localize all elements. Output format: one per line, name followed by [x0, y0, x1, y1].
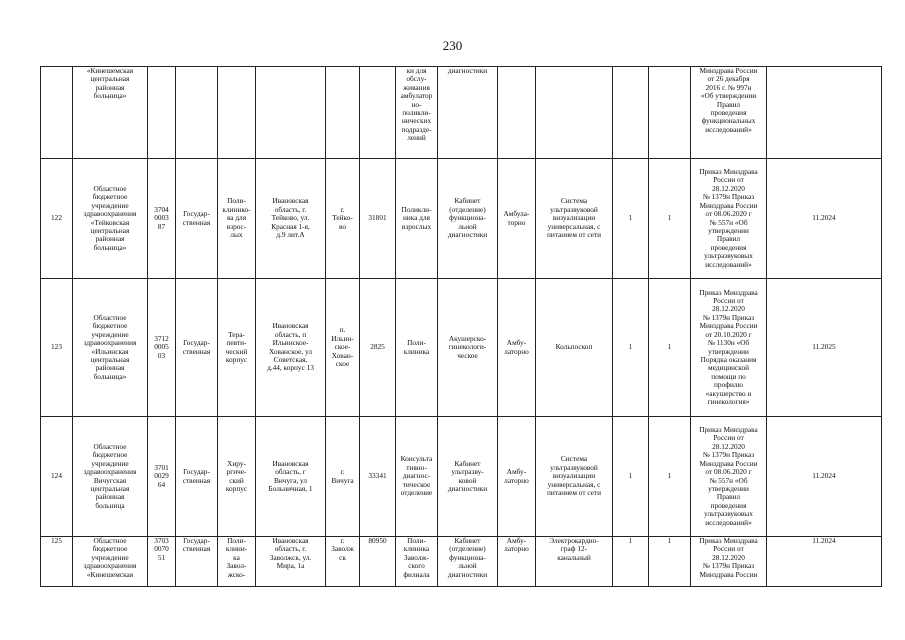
table-cell-qty2	[649, 537, 691, 587]
table-cell-department	[438, 417, 498, 537]
table-row	[41, 417, 882, 537]
cell-text-oktmo: 33341	[368, 471, 387, 481]
cell-text-unit: Консульта тивно- диагнос- тическое отделение	[400, 454, 433, 498]
cell-text-qty2: 1	[667, 536, 672, 545]
cell-text-basis: Приказ Минздрава России от 28.12.2020 № 1379н Приказ Минздрава России от 08.06.2020 г № 557н «Об утверждении Правил проведения ультразвуковых исследований»	[699, 425, 758, 527]
table-cell-qty2	[649, 417, 691, 537]
cell-text-care: Амбу- латорно	[504, 338, 529, 356]
table-cell-building	[218, 417, 256, 537]
table-cell-qty2	[649, 159, 691, 279]
cell-text-building: Хиру- ргиче- ский корпус	[225, 458, 248, 493]
table-cell-equipment	[536, 417, 613, 537]
table-cell-ownership	[176, 537, 218, 587]
table-cell-date	[767, 417, 882, 537]
table-cell-oktmo	[360, 537, 396, 587]
table-cell-equipment	[536, 159, 613, 279]
cell-text-locality: г. Тейко- во	[332, 204, 353, 231]
table-cell-unit	[396, 537, 438, 587]
table-cell-org	[73, 279, 148, 417]
cell-text-department: Кабинет (отделение) функциона- льной диагностики	[447, 536, 488, 579]
cell-text-ownership: Государ- ственная	[182, 338, 211, 356]
table-cell-oktmo	[360, 279, 396, 417]
table-cell-building	[218, 279, 256, 417]
table-cell-date	[767, 159, 882, 279]
table-cell-qty1	[613, 159, 649, 279]
cell-text-num: 122	[51, 213, 62, 223]
table-cell-care	[498, 537, 536, 587]
table-cell-qty1	[613, 279, 649, 417]
table-cell-unit	[396, 159, 438, 279]
cell-text-address: Ивановская область, г. Заволжск, ул. Мира, 1а	[269, 536, 312, 571]
cell-text-locality: г. Вичуга	[331, 467, 354, 485]
cell-text-ownership: Государ- ственная	[182, 467, 211, 485]
table-cell-basis	[691, 67, 767, 159]
cell-text-qty1: 1	[628, 471, 633, 481]
table-cell-num	[41, 417, 73, 537]
table-cell-basis	[691, 159, 767, 279]
table-cell-building	[218, 537, 256, 587]
cell-text-department: Кабинет ультразву- ковой диагностики	[447, 458, 488, 493]
cell-text-org: «Кинешемская центральная районная больница»	[86, 66, 134, 101]
cell-text-org: Областное бюджетное учреждение здравоохранения «Тейковская центральная районная больница»	[83, 183, 137, 252]
table-cell-oktmo	[360, 417, 396, 537]
table-cell-num	[41, 537, 73, 587]
cell-text-equipment: Система ультразвуковой визуализации универсальная, с питанием от сети	[546, 196, 602, 240]
cell-text-date: 11.2024	[812, 536, 836, 545]
table-cell-org	[73, 537, 148, 587]
table-cell-locality	[326, 537, 360, 587]
cell-text-oktmo: 80950	[368, 536, 387, 545]
table-cell-care	[498, 417, 536, 537]
cell-text-date: 11.2024	[812, 213, 836, 223]
table-cell-qty1	[613, 67, 649, 159]
cell-text-num: 125	[51, 536, 62, 545]
table-cell-locality	[326, 159, 360, 279]
table-cell-ownership	[176, 279, 218, 417]
cell-text-equipment: Система ультразвуковой визуализации универсальная, с питанием от сети	[546, 454, 602, 498]
table-cell-ownership	[176, 417, 218, 537]
table-cell-org	[73, 159, 148, 279]
cell-text-basis: Приказ Минздрава России от 28.12.2020 № 1379н Приказ Минздрава России от 20.10.2020 г № 1130н «Об утверждении Порядка оказания медицинской помощи по профилю «акушерство и гинекология»	[699, 287, 758, 406]
table-cell-code	[148, 67, 176, 159]
cell-text-code: 3701 0029 64	[154, 462, 169, 489]
table-cell-department	[438, 537, 498, 587]
cell-text-address: Ивановская область, п Ильинское- Хованское, ул Советская, д.44, корпус 13	[267, 321, 314, 373]
table-cell-care	[498, 279, 536, 417]
table-row	[41, 279, 882, 417]
table-cell-unit	[396, 417, 438, 537]
table-cell-address	[256, 159, 326, 279]
table-cell-unit	[396, 279, 438, 417]
table-cell-num	[41, 159, 73, 279]
cell-text-unit: Поли- клиника Заволж- ского филиала	[403, 536, 430, 579]
table-cell-address	[256, 537, 326, 587]
cell-text-org: Областное бюджетное учреждение здравоохранения Вичугская центральная районная больница	[83, 441, 137, 510]
cell-text-qty1: 1	[628, 536, 633, 545]
table-cell-locality	[326, 67, 360, 159]
table-cell-equipment	[536, 537, 613, 587]
cell-text-basis: Приказ Минздрава России от 28.12.2020 № 1379н Приказ Минздрава России	[699, 536, 758, 579]
table-cell-locality	[326, 417, 360, 537]
table-row	[41, 537, 882, 587]
cell-text-code: 3703 0070 51	[154, 536, 169, 562]
cell-text-basis: Приказ Минздрава России от 28.12.2020 № 1379н Приказ Минздрава России от 08.06.2020 г № 557н «Об утверждении Правил проведения ультразвуковых исследований»	[699, 167, 758, 269]
table-cell-qty2	[649, 279, 691, 417]
cell-text-oktmo: 31801	[368, 213, 387, 223]
table-cell-locality	[326, 279, 360, 417]
cell-text-building: Поли- клинико- ва для взрос- лых	[222, 196, 251, 240]
cell-text-qty2: 1	[667, 342, 672, 352]
table-cell-date	[767, 537, 882, 587]
cell-text-basis: Минздрава России от 26 декабря 2016 г. № 997н «Об утверждении Правил проведения функциональных исследований»	[699, 66, 758, 134]
table-cell-num	[41, 67, 73, 159]
table-cell-department	[438, 159, 498, 279]
cell-text-org: Областное бюджетное учреждение здравоохранения «Ильинская центральная районная больница»	[83, 312, 137, 381]
cell-text-care: Амбу- латорно	[504, 467, 529, 485]
cell-text-building: Поли- клини- ка Завол- жско-	[225, 536, 248, 579]
cell-text-unit: Поликли- ника для взрослых	[401, 204, 432, 231]
table-cell-code	[148, 279, 176, 417]
cell-text-qty2: 1	[667, 213, 672, 223]
table-cell-oktmo	[360, 67, 396, 159]
cell-text-equipment: Кольпоскоп	[555, 342, 593, 352]
cell-text-code: 3704 0003 87	[154, 204, 169, 231]
table-cell-qty2	[649, 67, 691, 159]
table-cell-department	[438, 67, 498, 159]
cell-text-address: Ивановская область, г. Тейково, ул. Красная 1-я, д.9 лит.А	[271, 196, 310, 240]
cell-text-ownership: Государ- ственная	[182, 536, 211, 554]
cell-text-org: Областное бюджетное учреждение здравоохранения «Кинешемская	[83, 536, 137, 579]
table-cell-oktmo	[360, 159, 396, 279]
cell-text-num: 124	[51, 471, 62, 481]
table-cell-basis	[691, 537, 767, 587]
table-cell-qty1	[613, 417, 649, 537]
table-row	[41, 67, 882, 159]
cell-text-equipment: Электрокардио- граф 12- канальный	[549, 536, 599, 562]
table-cell-num	[41, 279, 73, 417]
table-cell-unit	[396, 67, 438, 159]
table-cell-address	[256, 417, 326, 537]
cell-text-care: Амбу- латорно	[504, 536, 529, 554]
table-cell-date	[767, 279, 882, 417]
cell-text-department: диагностики	[447, 66, 488, 75]
table-cell-care	[498, 159, 536, 279]
table-row	[41, 159, 882, 279]
cell-text-num: 123	[51, 342, 62, 352]
table-cell-department	[438, 279, 498, 417]
table-cell-ownership	[176, 67, 218, 159]
table-cell-basis	[691, 279, 767, 417]
cell-text-qty2: 1	[667, 471, 672, 481]
cell-text-unit: ки для обслу- живания амбулатор но- поликли- нических подразде- лений	[400, 66, 433, 143]
cell-text-unit: Поли- клиника	[403, 338, 430, 356]
table-cell-care	[498, 67, 536, 159]
table-cell-equipment	[536, 67, 613, 159]
cell-text-qty1: 1	[628, 342, 633, 352]
cell-text-oktmo: 2825	[370, 342, 385, 352]
cell-text-locality: г. Заволж ск	[331, 536, 354, 562]
cell-text-care: Амбула- торно	[503, 209, 530, 227]
table-cell-code	[148, 417, 176, 537]
cell-text-code: 3712 0005 03	[154, 333, 169, 360]
table-cell-date	[767, 67, 882, 159]
cell-text-department: Кабинет (отделение) функциона- льной диагностики	[447, 196, 488, 240]
cell-text-date: 11.2024	[812, 471, 836, 481]
table-cell-org	[73, 67, 148, 159]
table-cell-code	[148, 159, 176, 279]
table-cell-equipment	[536, 279, 613, 417]
table-cell-code	[148, 537, 176, 587]
cell-text-date: 11.2025	[812, 342, 836, 352]
table-cell-address	[256, 279, 326, 417]
cell-text-locality: п. Ильин- ское- Хован- ское	[331, 325, 354, 369]
page-number: 230	[442, 38, 463, 53]
cell-text-building: Тера- певти- ческий корпус	[225, 329, 248, 364]
table-cell-ownership	[176, 159, 218, 279]
table-cell-org	[73, 417, 148, 537]
table-cell-building	[218, 159, 256, 279]
cell-text-ownership: Государ- ственная	[182, 209, 211, 227]
equipment-table	[40, 66, 882, 587]
table-cell-basis	[691, 417, 767, 537]
table-cell-qty1	[613, 537, 649, 587]
cell-text-qty1: 1	[628, 213, 633, 223]
table-cell-building	[218, 67, 256, 159]
table-cell-address	[256, 67, 326, 159]
cell-text-department: Акушерско- гинекологи- ческое	[448, 333, 487, 360]
cell-text-address: Ивановская область, г Вичуга, ул Больничная, 1	[268, 458, 313, 493]
